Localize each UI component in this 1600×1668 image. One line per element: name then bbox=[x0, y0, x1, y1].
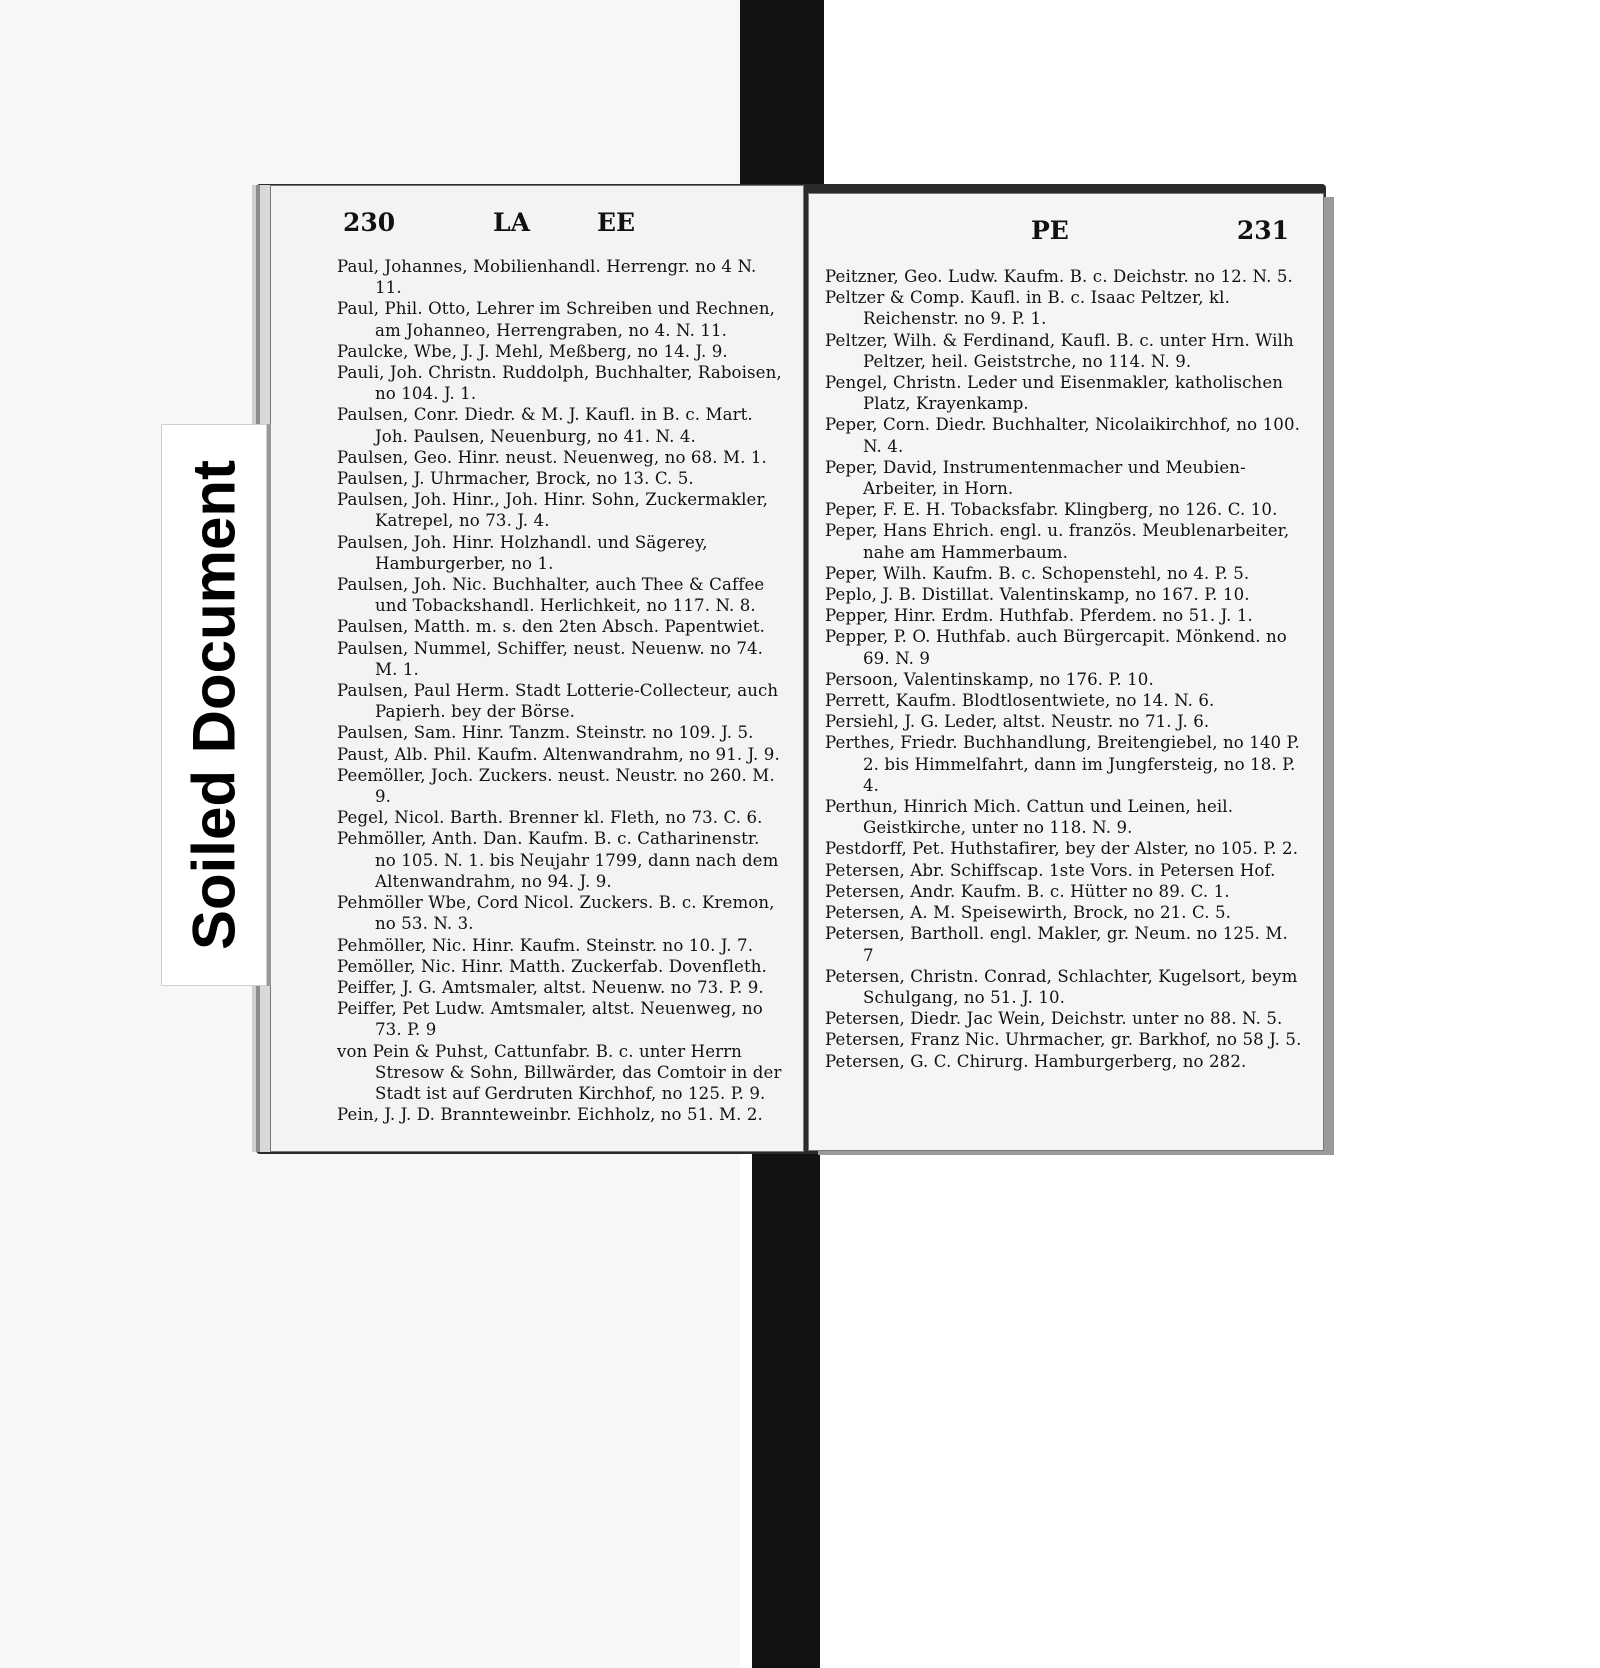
directory-entry: Petersen, Andr. Kaufm. B. c. Hütter no 89. C. 1. bbox=[825, 881, 1230, 901]
left-entry-list bbox=[271, 256, 803, 1125]
directory-entry: Petersen, Diedr. Jac Wein, Deichstr. unter no 88. N. 5. bbox=[825, 1009, 1283, 1029]
binding-strip-top bbox=[740, 0, 824, 196]
directory-entry: Petersen, Christn. Conrad, Schlachter, Kugelsort, beym Schulgang, no 51. J. 10. bbox=[825, 966, 1298, 1007]
left-page-header bbox=[271, 208, 803, 238]
directory-entry: Pehmöller, Anth. Dan. Kaufm. B. c. Catharinenstr. no 105. N. 1. bis Neujahr 1799, dann nach dem Altenwandrahm, no 94. J. 9. bbox=[337, 829, 779, 891]
directory-entry: Petersen, G. C. Chirurg. Hamburgerberg, no 282. bbox=[825, 1051, 1247, 1071]
binding-strip-bottom bbox=[752, 1150, 820, 1668]
directory-entry: Peplo, J. B. Distillat. Valentinskamp, no 167. P. 10. bbox=[825, 585, 1250, 605]
directory-entry: Pegel, Nicol. Barth. Brenner kl. Fleth, no 73. C. 6. bbox=[337, 808, 763, 828]
directory-entry: Paulsen, Nummel, Schiffer, neust. Neuenw. no 74. M. 1. bbox=[337, 638, 764, 679]
directory-entry: Pein, J. J. D. Brannteweinbr. Eichholz, no 51. M. 2. bbox=[337, 1105, 763, 1125]
directory-entry: Paust, Alb. Phil. Kaufm. Altenwandrahm, no 91. J. 9. bbox=[337, 744, 780, 764]
directory-entry: Perrett, Kaufm. Blodtlosentwiete, no 14. N. 6. bbox=[825, 691, 1215, 711]
directory-entry: Paulsen, Sam. Hinr. Tanzm. Steinstr. no 109. J. 5. bbox=[337, 723, 754, 743]
right-entry-list bbox=[809, 266, 1323, 1072]
directory-entry: Pengel, Christn. Leder und Eisenmakler, katholischen Platz, Krayenkamp. bbox=[825, 373, 1284, 414]
directory-entry: Persiehl, J. G. Leder, altst. Neustr. no 71. J. 6. bbox=[825, 712, 1210, 732]
directory-entry: Paulsen, Paul Herm. Stadt Lotterie-Collecteur, auch Papierh. bey der Börse. bbox=[337, 681, 779, 722]
directory-entry: Peper, Hans Ehrich. engl. u. französ. Meublenarbeiter, nahe am Hammerbaum. bbox=[825, 521, 1290, 562]
directory-entry: von Pein & Puhst, Cattunfabr. B. c. unter Herrn Stresow & Sohn, Billwärder, das Comtoir in der Stadt ist auf Gerdruten Kirchhof, no 125. P. 9. bbox=[337, 1041, 782, 1103]
directory-entry: Peitzner, Geo. Ludw. Kaufm. B. c. Deichstr. no 12. N. 5. bbox=[825, 267, 1293, 286]
directory-entry: Paulsen, Joh. Hinr. Holzhandl. und Sägerey, Hamburgerber, no 1. bbox=[337, 532, 708, 573]
directory-entry: Paul, Johannes, Mobilienhandl. Herrengr. no 4 N. 11. bbox=[337, 257, 757, 298]
left-page-header-last: EE bbox=[597, 208, 636, 237]
directory-entry: Peemöller, Joch. Zuckers. neust. Neustr. no 260. M. 9. bbox=[337, 765, 775, 807]
directory-entry: Paul, Phil. Otto, Lehrer im Schreiben und Rechnen, am Johanneo, Herrengraben, no 4. N. 11. bbox=[337, 299, 776, 340]
directory-entry: Pauli, Joh. Christn. Ruddolph, Buchhalter, Raboisen, no 104. J. 1. bbox=[337, 363, 782, 404]
soiled-document-stamp bbox=[161, 424, 267, 986]
directory-entry: Pehmöller, Nic. Hinr. Kaufm. Steinstr. no 10. J. 7. bbox=[337, 935, 754, 955]
directory-entry: Paulsen, J. Uhrmacher, Brock, no 13. C. 5. bbox=[337, 469, 694, 489]
directory-entry: Perthun, Hinrich Mich. Cattun und Leinen, heil. Geistkirche, unter no 118. N. 9. bbox=[825, 797, 1234, 838]
directory-entry: Peltzer, Wilh. & Ferdinand, Kaufl. B. c. unter Hrn. Wilh Peltzer, heil. Geiststrche, no 114. N. 9. bbox=[825, 330, 1294, 371]
directory-entry: Perthes, Friedr. Buchhandlung, Breitengiebel, no 140 P. 2. bis Himmelfahrt, dann im Jungfersteig, no 18. P. 4. bbox=[825, 733, 1300, 795]
right-page bbox=[808, 193, 1324, 1151]
directory-entry: Peper, Wilh. Kaufm. B. c. Schopenstehl, no 4. P. 5. bbox=[825, 563, 1250, 583]
directory-entry: Peiffer, J. G. Amtsmaler, altst. Neuenw. no 73. P. 9. bbox=[337, 977, 764, 997]
directory-entry: Pestdorff, Pet. Huthstafirer, bey der Alster, no 105. P. 2. bbox=[825, 839, 1299, 859]
directory-entry: Paulsen, Geo. Hinr. neust. Neuenweg, no 68. M. 1. bbox=[337, 447, 767, 467]
directory-entry: Petersen, Bartholl. engl. Makler, gr. Neum. no 125. M. 7 bbox=[825, 924, 1288, 965]
directory-entry: Peiffer, Pet Ludw. Amtsmaler, altst. Neuenweg, no 73. P. 9 bbox=[337, 999, 763, 1040]
directory-entry: Petersen, Franz Nic. Uhrmacher, gr. Barkhof, no 58 J. 5. bbox=[825, 1030, 1302, 1050]
right-page-header-title: PE bbox=[1031, 216, 1069, 245]
directory-entry: Peper, Corn. Diedr. Buchhalter, Nicolaikirchhof, no 100. N. 4. bbox=[825, 415, 1300, 456]
directory-entry: Paulsen, Conr. Diedr. & M. J. Kaufl. in B. c. Mart. Joh. Paulsen, Neuenburg, no 41. N. 4. bbox=[337, 405, 753, 446]
directory-entry: Persoon, Valentinskamp, no 176. P. 10. bbox=[825, 669, 1154, 689]
directory-entry: Paulsen, Matth. m. s. den 2ten Absch. Papentwiet. bbox=[337, 617, 766, 637]
left-page bbox=[270, 185, 804, 1152]
right-page-header bbox=[809, 216, 1323, 246]
left-page-number: 230 bbox=[343, 208, 396, 237]
left-page-header-first: LA bbox=[493, 208, 530, 237]
directory-entry: Peper, F. E. H. Tobacksfabr. Klingberg, no 126. C. 10. bbox=[825, 500, 1278, 520]
directory-entry: Paulcke, Wbe, J. J. Mehl, Meßberg, no 14. J. 9. bbox=[337, 341, 728, 361]
right-page-number: 231 bbox=[1236, 216, 1289, 245]
directory-entry: Pemöller, Nic. Hinr. Matth. Zuckerfab. Dovenfleth. bbox=[337, 956, 767, 976]
directory-entry: Pepper, P. O. Huthfab. auch Bürgercapit. Mönkend. no 69. N. 9 bbox=[825, 627, 1287, 668]
stamp-label: Soiled Document bbox=[180, 459, 248, 951]
directory-entry: Paulsen, Joh. Nic. Buchhalter, auch Thee & Caffee und Tobackshandl. Herlichkeit, no 117. N. 8. bbox=[337, 575, 765, 616]
directory-entry: Paulsen, Joh. Hinr., Joh. Hinr. Sohn, Zuckermakler, Katrepel, no 73. J. 4. bbox=[337, 490, 769, 531]
directory-entry: Peltzer & Comp. Kaufl. in B. c. Isaac Peltzer, kl. Reichenstr. no 9. P. 1. bbox=[825, 288, 1230, 329]
directory-entry: Pepper, Hinr. Erdm. Huthfab. Pferdem. no 51. J. 1. bbox=[825, 606, 1253, 626]
directory-entry: Peper, David, Instrumentenmacher und Meubien-Arbeiter, in Horn. bbox=[825, 457, 1246, 499]
directory-entry: Petersen, A. M. Speisewirth, Brock, no 21. C. 5. bbox=[825, 903, 1232, 923]
directory-entry: Petersen, Abr. Schiffscap. 1ste Vors. in Petersen Hof. bbox=[825, 860, 1276, 880]
directory-entry: Pehmöller Wbe, Cord Nicol. Zuckers. B. c. Kremon, no 53. N. 3. bbox=[337, 893, 775, 934]
